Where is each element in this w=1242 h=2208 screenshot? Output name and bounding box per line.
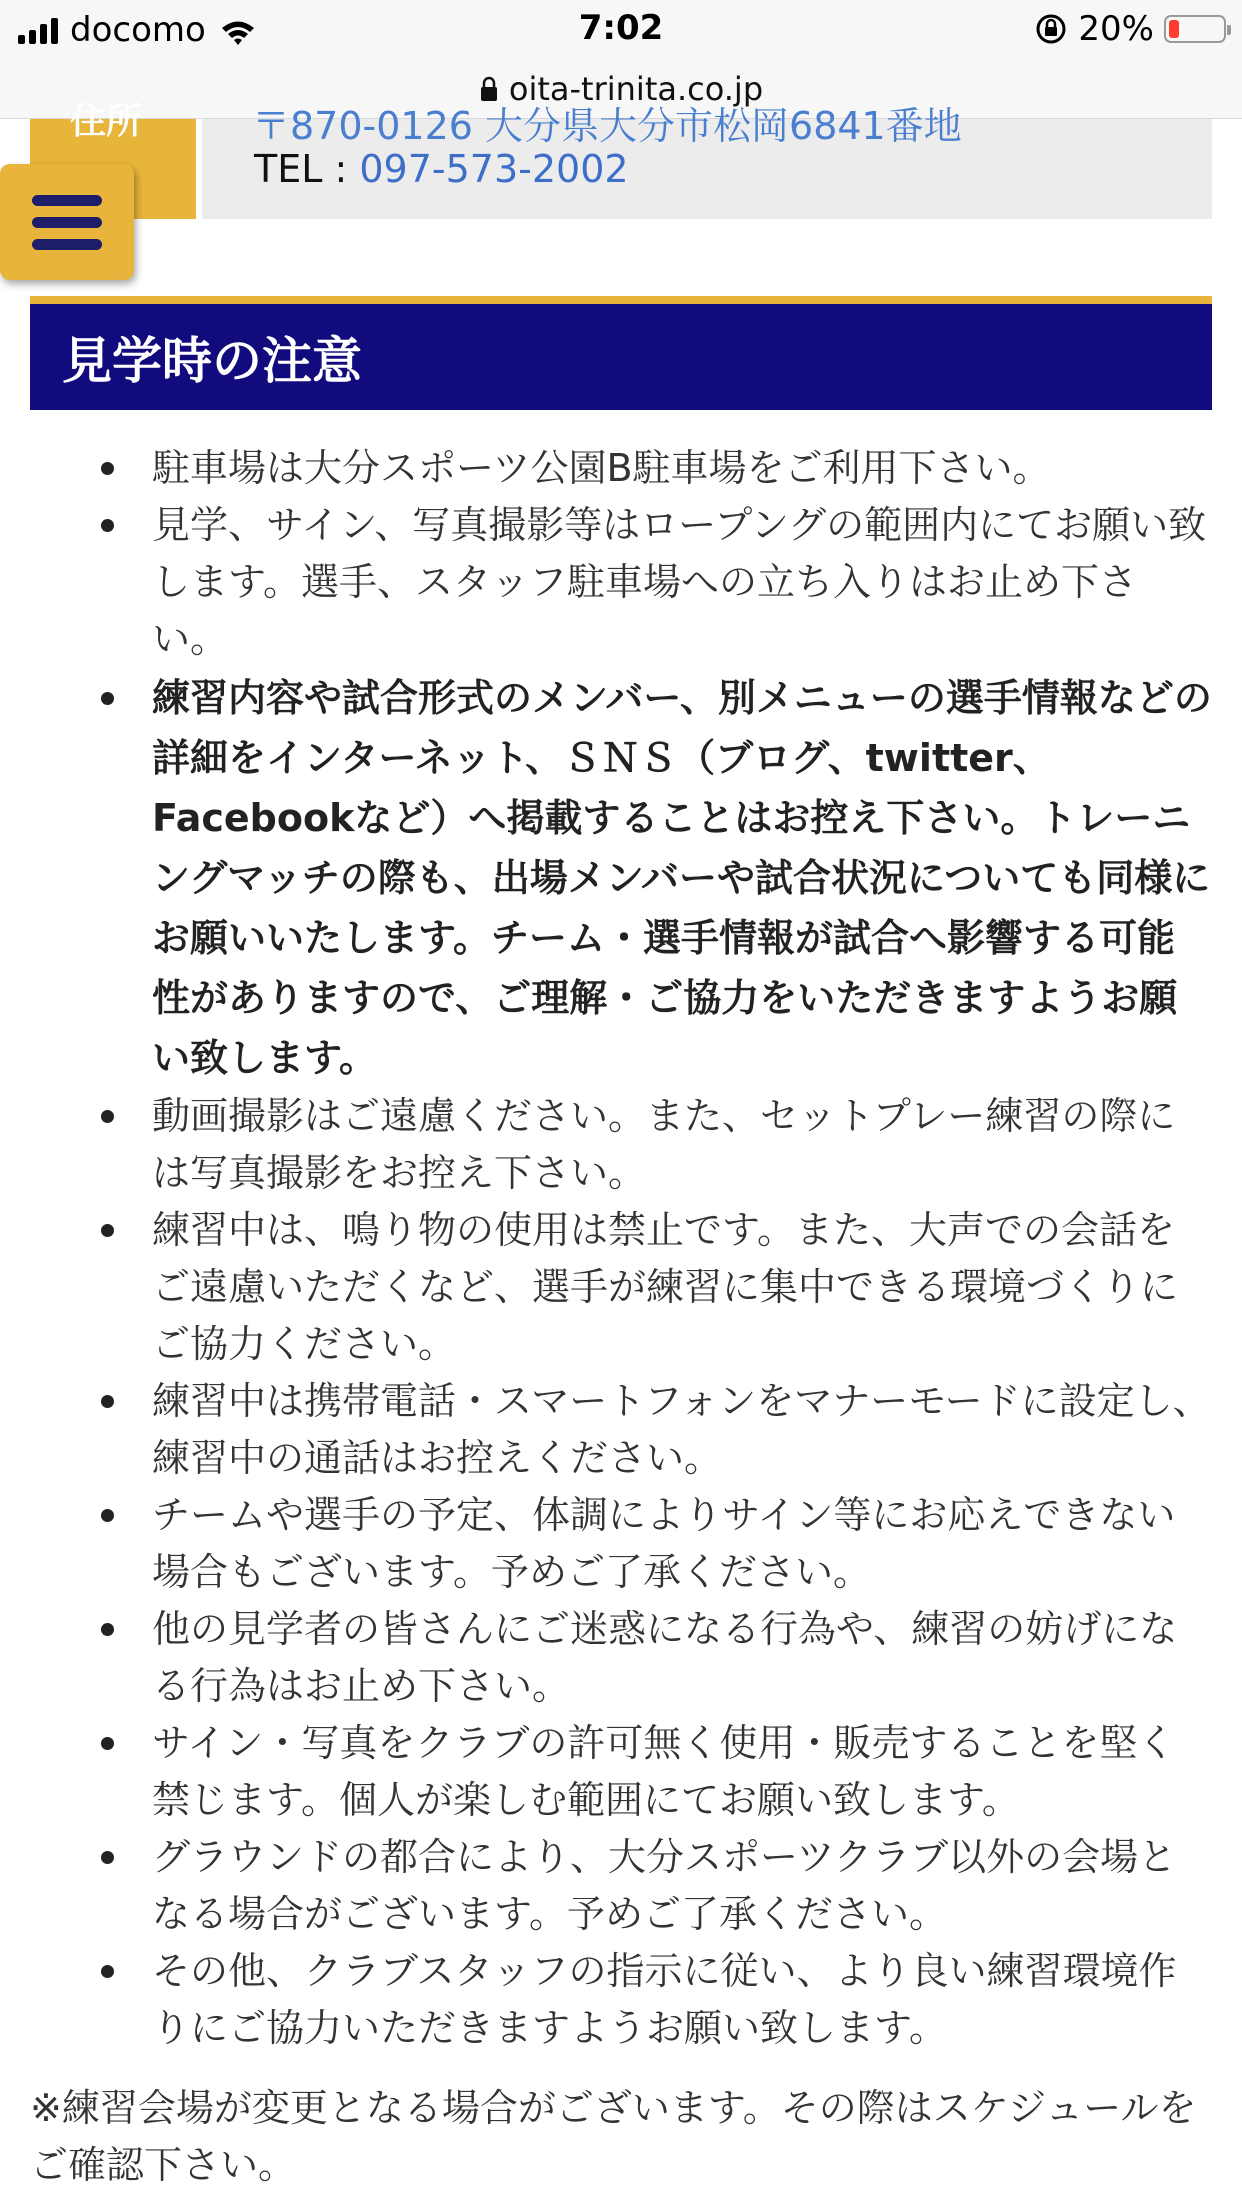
notes-list — [30, 440, 1212, 2057]
list-item: その他、クラブスタッフの指示に従い、より良い練習環境作りにご協力いただきますようお願い致します。 — [30, 1943, 1212, 2057]
list-item: 他の見学者の皆さんにご迷惑になる行為や、練習の妨げになる行為はお止め下さい。 — [30, 1601, 1212, 1715]
list-item: 練習内容や試合形式のメンバー、別メニューの選手情報などの詳細をインターネット、ＳＮＳ（ブログ、twitter、Facebookなど）へ掲載することはお控え下さい。トレーニングマッチの際も、出場メンバーや試合状況についても同様にお願いいたします。チーム・選手情報が試合へ影響する可能性がありますので、ご理解・ご協力をいただきますようお願い致します。 — [30, 668, 1212, 1088]
list-item: 駐車場は大分スポーツ公園B駐車場をご利用下さい。 — [30, 440, 1212, 497]
section-title: 見学時の注意 — [30, 296, 1212, 410]
hamburger-menu-icon — [32, 195, 102, 206]
status-bar — [0, 0, 1242, 60]
hamburger-menu-icon-bar — [32, 217, 102, 228]
list-item: 練習中は、鳴り物の使用は禁止です。また、大声での会話をご遠慮いただくなど、選手が練習に集中できる環境づくりにご協力ください。 — [30, 1202, 1212, 1373]
footnote: ※練習会場が変更となる場合がございます。その際はスケジュールをご確認下さい。 — [30, 2086, 1197, 2187]
battery-icon — [1164, 15, 1226, 43]
list-item: 練習中は携帯電話・スマートフォンをマナーモードに設定し、練習中の通話はお控えください。 — [30, 1373, 1212, 1487]
menu-button[interactable] — [0, 164, 134, 280]
info-value-cell — [202, 104, 1212, 219]
battery-percent: 20% — [1078, 9, 1154, 49]
list-item: 動画撮影はご遠慮ください。また、セットプレー練習の際には写真撮影をお控え下さい。 — [30, 1088, 1212, 1202]
access-info-box — [30, 101, 1212, 219]
list-item: 見学、サイン、写真撮影等はロープングの範囲内にてお願い致します。選手、スタッフ駐車場への立ち入りはお止め下さい。 — [30, 497, 1212, 668]
tel-label: TEL : — [254, 147, 360, 191]
url-domain: oita-trinita.co.jp — [508, 70, 764, 108]
list-item: グラウンドの都合により、大分スポーツクラブ以外の会場となる場合がございます。予めご了承ください。 — [30, 1829, 1212, 1943]
battery-level — [1169, 20, 1179, 38]
status-right — [1034, 9, 1226, 49]
list-item: サイン・写真をクラブの許可無く使用・販売することを堅く禁じます。個人が楽しむ範囲にてお願い致します。 — [30, 1715, 1212, 1829]
list-item: チームや選手の予定、体調によりサイン等にお応えできない場合もございます。予めご了承ください。 — [30, 1487, 1212, 1601]
info-label: 住所 — [70, 101, 143, 142]
hamburger-menu-icon-bar — [32, 239, 102, 250]
orientation-lock-icon — [1034, 12, 1068, 46]
clock: 7:02 — [578, 8, 664, 48]
address-text: 〒870-0126 大分県大分市松岡6841番地 — [252, 104, 962, 148]
tel-link[interactable]: 097-573-2002 — [359, 147, 629, 191]
carrier-name: docomo — [70, 10, 206, 50]
tel-line — [254, 147, 629, 191]
